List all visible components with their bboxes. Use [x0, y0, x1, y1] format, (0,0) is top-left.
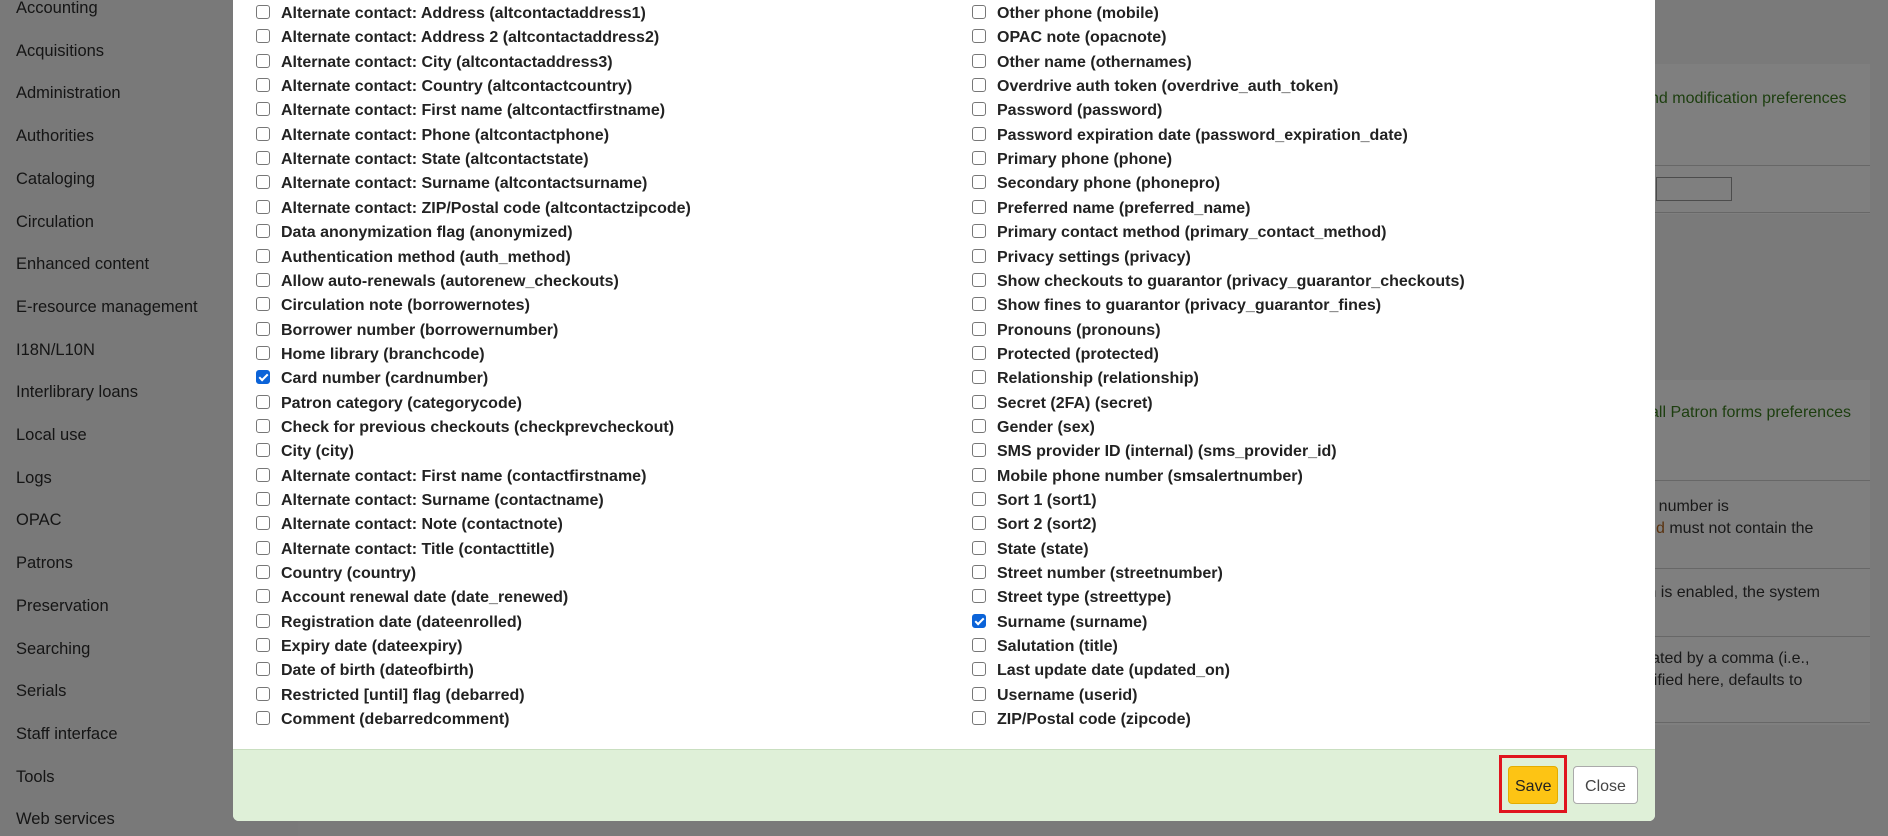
field-option[interactable]	[972, 247, 1191, 269]
field-option-label: Street number (streetnumber)	[997, 565, 1223, 583]
field-option[interactable]	[256, 393, 522, 415]
field-option[interactable]	[972, 514, 1097, 536]
field-option[interactable]	[256, 514, 563, 536]
field-option-label: Show checkouts to guarantor (privacy_guarantor_checkouts)	[997, 272, 1465, 290]
field-option-label: Card number (cardnumber)	[281, 370, 489, 388]
checkbox[interactable]	[256, 662, 270, 676]
field-option-label: Overdrive auth token (overdrive_auth_token)	[997, 78, 1339, 96]
field-option[interactable]	[256, 149, 589, 171]
field-option-label: Country (country)	[281, 565, 417, 583]
field-option[interactable]	[972, 173, 1220, 195]
field-option-label: ZIP/Postal code (zipcode)	[997, 711, 1191, 729]
field-option[interactable]	[972, 344, 1159, 366]
field-option[interactable]	[256, 441, 354, 463]
checkbox[interactable]	[972, 102, 986, 116]
field-option[interactable]	[972, 660, 1230, 682]
checkbox[interactable]	[256, 541, 270, 555]
checkbox[interactable]	[972, 687, 986, 701]
field-option[interactable]	[256, 3, 646, 25]
field-option-label: Last update date (updated_on)	[997, 662, 1230, 680]
field-option[interactable]	[972, 393, 1153, 415]
checkbox[interactable]	[256, 200, 270, 214]
checkbox[interactable]	[256, 516, 270, 530]
checkbox-checked[interactable]	[972, 614, 986, 628]
checkbox[interactable]	[972, 200, 986, 214]
field-option-label: Sort 1 (sort1)	[997, 492, 1097, 509]
field-option[interactable]	[972, 52, 1192, 74]
checkbox[interactable]	[256, 711, 270, 725]
checkbox[interactable]	[256, 395, 270, 409]
field-option-label: Other name (othernames)	[997, 53, 1192, 71]
checkbox[interactable]	[972, 516, 986, 530]
modal-footer	[233, 749, 1655, 821]
field-option[interactable]	[972, 587, 1171, 609]
field-option[interactable]	[256, 490, 604, 512]
field-option-label: Primary contact method (primary_contact_method)	[997, 224, 1387, 242]
field-option[interactable]	[256, 587, 568, 609]
field-option[interactable]	[972, 76, 1338, 98]
field-option[interactable]	[256, 100, 665, 122]
checkbox[interactable]	[256, 468, 270, 482]
checkbox[interactable]	[972, 638, 986, 652]
field-option-label: State (state)	[997, 540, 1089, 558]
field-option-label: Primary phone (phone)	[997, 151, 1173, 169]
field-option-label: Patron category (categorycode)	[281, 394, 522, 412]
field-option-label: Expiry date (dateexpiry)	[281, 638, 463, 656]
checkbox[interactable]	[256, 297, 270, 311]
checkbox[interactable]	[256, 638, 270, 652]
checkbox[interactable]	[972, 297, 986, 311]
checkbox[interactable]	[972, 443, 986, 457]
checkbox[interactable]	[256, 175, 270, 189]
field-option[interactable]	[972, 709, 1191, 731]
field-option[interactable]	[972, 368, 1199, 390]
checkbox[interactable]	[256, 224, 270, 238]
field-option-label: Password expiration date (password_expiration_date)	[997, 126, 1408, 144]
field-option[interactable]	[972, 685, 1138, 707]
checkbox[interactable]	[972, 54, 986, 68]
field-option-label: Restricted [until] flag (debarred)	[281, 686, 525, 704]
field-option-label: Alternate contact: Title (contacttitle)	[281, 540, 555, 558]
field-option-label: Pronouns (pronouns)	[997, 321, 1161, 339]
field-option-label: Alternate contact: First name (contactfirstname)	[281, 467, 647, 485]
field-option-label: Gender (sex)	[997, 418, 1095, 436]
field-option[interactable]	[256, 27, 659, 49]
field-option[interactable]	[972, 271, 1465, 293]
checkbox[interactable]	[972, 711, 986, 725]
field-option[interactable]	[256, 539, 555, 561]
field-option-label: Secondary phone (phonepro)	[997, 175, 1221, 193]
field-option[interactable]	[256, 368, 488, 390]
field-option-label: Password (password)	[997, 102, 1163, 120]
checkbox[interactable]	[256, 322, 270, 336]
field-option-label: Authentication method (auth_method)	[281, 248, 571, 266]
field-option[interactable]	[972, 100, 1162, 122]
field-option[interactable]	[972, 125, 1408, 147]
field-option-label: Alternate contact: Address (altcontactaddress1)	[281, 5, 646, 22]
checkbox[interactable]	[256, 273, 270, 287]
field-option-label: Alternate contact: City (altcontactaddress3)	[281, 53, 613, 71]
checkbox[interactable]	[256, 151, 270, 165]
field-option[interactable]	[256, 344, 485, 366]
checkbox[interactable]	[972, 346, 986, 360]
field-option-label: Alternate contact: Surname (contactname)	[281, 492, 604, 509]
field-option[interactable]	[256, 198, 691, 220]
checkbox[interactable]	[256, 614, 270, 628]
field-option[interactable]	[256, 660, 474, 682]
field-option[interactable]	[972, 3, 1159, 25]
field-option[interactable]	[972, 295, 1381, 317]
checkbox[interactable]	[256, 54, 270, 68]
field-option[interactable]	[256, 173, 647, 195]
field-option[interactable]	[256, 125, 609, 147]
field-option[interactable]	[256, 709, 509, 731]
field-option[interactable]	[256, 76, 632, 98]
checkbox[interactable]	[972, 541, 986, 555]
checkbox[interactable]	[256, 419, 270, 433]
field-option[interactable]	[972, 563, 1223, 585]
checkbox[interactable]	[972, 151, 986, 165]
field-option-label: Surname (surname)	[997, 613, 1148, 631]
field-option-label: OPAC note (opacnote)	[997, 29, 1167, 47]
field-option[interactable]	[972, 466, 1303, 488]
checkbox[interactable]	[972, 419, 986, 433]
checkbox[interactable]	[972, 322, 986, 336]
field-option-label: Account renewal date (date_renewed)	[281, 589, 569, 607]
field-option-label: Alternate contact: State (altcontactstate)	[281, 151, 589, 169]
field-option[interactable]	[972, 490, 1097, 512]
field-option-label: Salutation (title)	[997, 638, 1118, 656]
field-option-label: Username (userid)	[997, 686, 1138, 704]
checkbox[interactable]	[256, 5, 270, 19]
checkbox[interactable]	[256, 78, 270, 92]
field-option-label: Secret (2FA) (secret)	[997, 394, 1153, 412]
field-option-label: Privacy settings (privacy)	[997, 248, 1191, 266]
field-option-label: Alternate contact: Surname (altcontactsurname)	[281, 175, 648, 193]
checkbox[interactable]	[972, 395, 986, 409]
field-option[interactable]	[972, 222, 1386, 244]
field-option-label: Other phone (mobile)	[997, 5, 1159, 22]
field-option-label: Check for previous checkouts (checkprevcheckout)	[281, 418, 675, 436]
checkbox[interactable]	[972, 565, 986, 579]
checkbox[interactable]	[256, 127, 270, 141]
field-option-label: Allow auto-renewals (autorenew_checkouts)	[281, 272, 619, 290]
checkbox[interactable]	[256, 492, 270, 506]
field-option-label: Borrower number (borrowernumber)	[281, 321, 559, 339]
checkbox[interactable]	[256, 29, 270, 43]
field-option-label: Sort 2 (sort2)	[997, 516, 1097, 534]
field-option[interactable]	[972, 27, 1166, 49]
checkbox[interactable]	[256, 102, 270, 116]
checkbox[interactable]	[972, 492, 986, 506]
field-option-label: Alternate contact: Phone (altcontactphone)	[281, 126, 610, 144]
field-option[interactable]	[256, 295, 530, 317]
checkbox[interactable]	[256, 687, 270, 701]
checkbox[interactable]	[972, 662, 986, 676]
checkbox[interactable]	[972, 224, 986, 238]
field-option[interactable]	[972, 417, 1095, 439]
close-button[interactable]: Close	[1573, 766, 1638, 804]
field-option[interactable]	[972, 539, 1089, 561]
field-option[interactable]	[256, 247, 571, 269]
field-option-label: Alternate contact: First name (altcontactfirstname)	[281, 102, 666, 120]
checkbox[interactable]	[972, 273, 986, 287]
checkbox[interactable]	[972, 5, 986, 19]
field-option[interactable]	[256, 636, 462, 658]
checkbox-checked[interactable]	[256, 370, 270, 384]
field-option-label: Alternate contact: Note (contactnote)	[281, 516, 563, 534]
field-option-label: Alternate contact: Country (altcontactcountry)	[281, 78, 633, 96]
field-option[interactable]	[972, 636, 1118, 658]
checkbox[interactable]	[972, 175, 986, 189]
field-option-label: Home library (branchcode)	[281, 345, 485, 363]
field-option-label: Alternate contact: ZIP/Postal code (altcontactzipcode)	[281, 199, 691, 217]
field-option[interactable]	[256, 563, 416, 585]
field-option[interactable]	[972, 441, 1337, 463]
checkbox[interactable]	[256, 249, 270, 263]
field-option-label: SMS provider ID (internal) (sms_provider_id)	[997, 443, 1337, 461]
checkbox[interactable]	[972, 370, 986, 384]
field-option-label: Show fines to guarantor (privacy_guarantor_fines)	[997, 297, 1382, 315]
field-option[interactable]	[256, 271, 619, 293]
checkbox[interactable]	[972, 127, 986, 141]
checkbox[interactable]	[972, 78, 986, 92]
field-option-label: Protected (protected)	[997, 345, 1159, 363]
checkbox[interactable]	[256, 589, 270, 603]
field-option[interactable]	[256, 417, 674, 439]
field-option-label: Data anonymization flag (anonymized)	[281, 224, 573, 242]
field-option[interactable]	[972, 149, 1172, 171]
field-option[interactable]	[256, 612, 522, 634]
field-option[interactable]	[256, 52, 613, 74]
checkbox[interactable]	[972, 589, 986, 603]
field-option-label: City (city)	[281, 443, 354, 461]
field-option[interactable]	[256, 222, 573, 244]
field-selection-modal	[233, 0, 1655, 821]
modal-body	[233, 0, 1655, 749]
checkbox[interactable]	[256, 443, 270, 457]
checkbox[interactable]	[256, 565, 270, 579]
field-option-label: Mobile phone number (smsalertnumber)	[997, 467, 1303, 485]
field-option[interactable]	[256, 320, 558, 342]
field-option-label: Relationship (relationship)	[997, 370, 1199, 388]
field-option-label: Preferred name (preferred_name)	[997, 199, 1251, 217]
field-option[interactable]	[972, 612, 1147, 634]
checkbox[interactable]	[256, 346, 270, 360]
field-option[interactable]	[256, 466, 646, 488]
field-option-label: Registration date (dateenrolled)	[281, 613, 522, 631]
checkbox[interactable]	[972, 29, 986, 43]
checkbox[interactable]	[972, 249, 986, 263]
field-option[interactable]	[972, 320, 1161, 342]
field-option-label: Date of birth (dateofbirth)	[281, 662, 474, 680]
field-option-label: Comment (debarredcomment)	[281, 711, 510, 729]
field-option[interactable]	[972, 198, 1250, 220]
field-option[interactable]	[256, 685, 525, 707]
checkbox[interactable]	[972, 468, 986, 482]
field-option-label: Alternate contact: Address 2 (altcontactaddress2)	[281, 29, 660, 47]
save-button[interactable]: Save	[1508, 766, 1558, 804]
field-option-label: Circulation note (borrowernotes)	[281, 297, 530, 315]
field-option-label: Street type (streettype)	[997, 589, 1172, 607]
